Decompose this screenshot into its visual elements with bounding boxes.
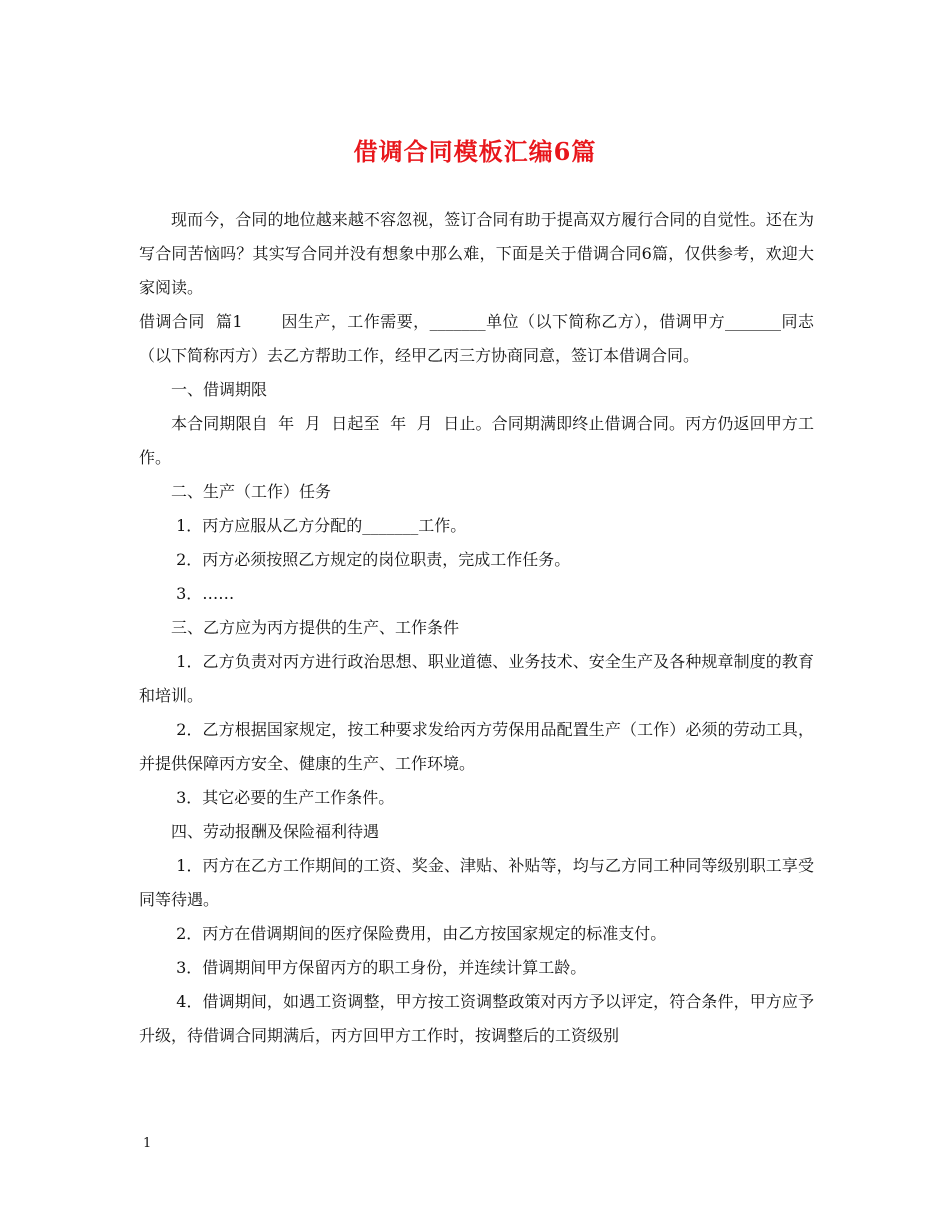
paragraph: 1．丙方应服从乙方分配的_______工作。 (171, 516, 467, 535)
paragraph: 一、借调期限 (171, 380, 268, 399)
paragraph: 现而今，合同的地位越来越不容忽视，签订合同有助于提高双方履行合同的自觉性。还在为写合同苦恼吗？其实写合同并没有想象中那么难，下面是关于借调合同6篇，仅供参考，欢迎大家阅读。 (139, 210, 814, 297)
paragraph: 2．乙方根据国家规定，按工种要求发给丙方劳保用品配置生产（工作）必须的劳动工具，并提供保障丙方安全、健康的生产、工作环境。 (139, 720, 814, 773)
paragraph: 3．借调期间甲方保留丙方的职工身份，并连续计算工龄。 (171, 958, 587, 977)
page-number: 1 (143, 1136, 152, 1151)
paragraph: 1．丙方在乙方工作期间的工资、奖金、津贴、补贴等，均与乙方同工种同等级别职工享受同等待遇。 (139, 856, 814, 909)
paragraph: 2．丙方必须按照乙方规定的岗位职责，完成工作任务。 (171, 550, 571, 569)
document-body (139, 203, 814, 1053)
paragraph: 本合同期限自 年 月 日起至 年 月 日止。合同期满即终止借调合同。丙方仍返回甲方工作。 (139, 414, 814, 467)
paragraph: 3．…… (171, 584, 235, 603)
document-title: 借调合同模板汇编6篇 (353, 137, 597, 166)
paragraph: 二、生产（工作）任务 (171, 482, 332, 501)
paragraph: 2．丙方在借调期间的医疗保险费用，由乙方按国家规定的标准支付。 (171, 924, 667, 943)
paragraph: 1．乙方负责对丙方进行政治思想、职业道德、业务技术、安全生产及各种规章制度的教育和培训。 (139, 652, 814, 705)
paragraph: 借调合同 篇1 因生产，工作需要，_______单位（以下简称乙方），借调甲方_______同志（以下简称丙方）去乙方帮助工作，经甲乙丙三方协商同意，签订本借调合同。 (139, 312, 814, 365)
paragraph: 4．借调期间，如遇工资调整，甲方按工资调整政策对丙方予以评定，符合条件，甲方应予升级，待借调合同期满后，丙方回甲方工作时，按调整后的工资级别 (139, 992, 814, 1045)
paragraph: 四、劳动报酬及保险福利待遇 (171, 822, 380, 841)
paragraph: 三、乙方应为丙方提供的生产、工作条件 (171, 618, 460, 637)
paragraph: 3．其它必要的生产工作条件。 (171, 788, 395, 807)
